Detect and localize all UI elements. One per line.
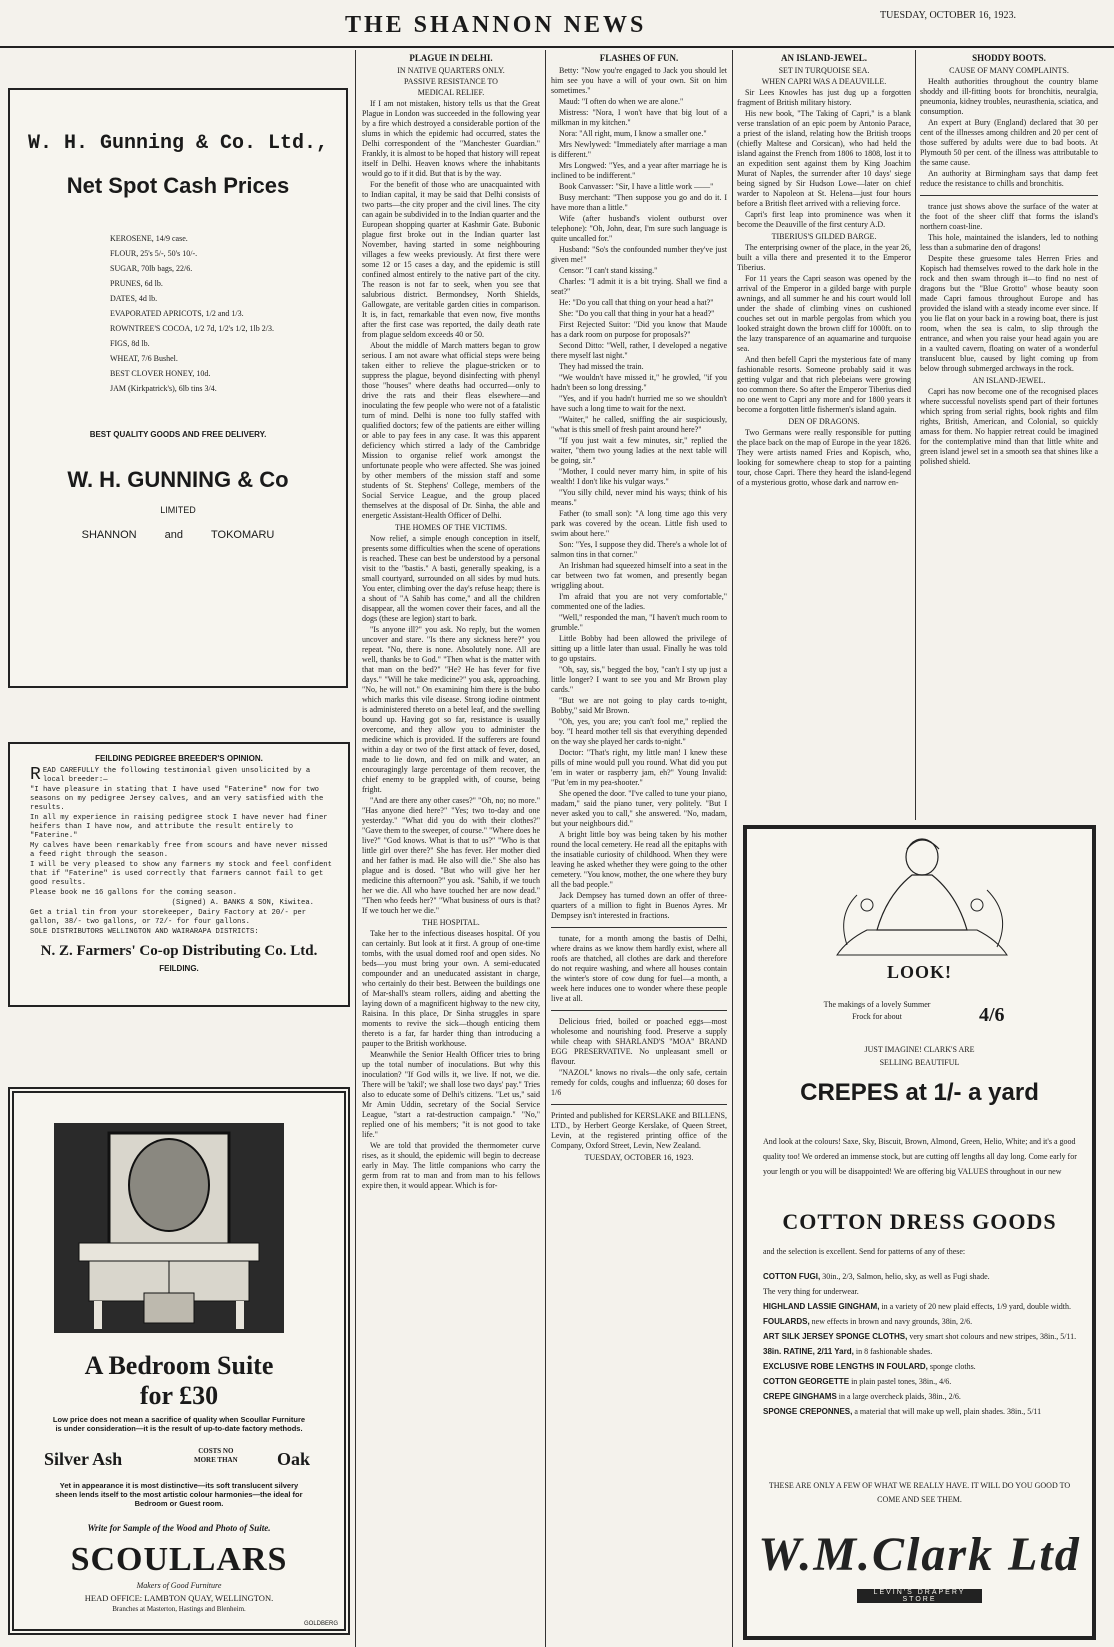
section-heading: THE HOSPITAL. [422,918,480,927]
fabric-name: ART SILK JERSEY SPONGE CLOTHS, [763,1332,908,1341]
head-office: HEAD OFFICE: LAMBTON QUAY, WELLINGTON. [84,1593,274,1603]
frock-price: 4/6 [979,1004,1005,1026]
joke-paragraph: Wife (after husband's violent outburst over telephone): "Oh, John, dear, I'm sure such language is quite uncalled for." [551,214,727,243]
price-item: FLOUR, 25's 5/-, 50's 10/-. [110,249,198,258]
costs-label [194,1447,238,1465]
paragraph: Sir Lees Knowles has just dug up a forgotten fragment of British military history. [737,88,911,107]
town: TOKOMARU [211,529,275,541]
price-item: PRUNES, 6d lb. [110,279,163,288]
fabric-item [763,1284,1078,1299]
fabric-item [763,1269,1078,1284]
section-heading: TIBERIUS'S GILDED BARGE. [771,232,877,241]
article-heading: PLAGUE IN DELHI. [409,53,493,63]
paragraph: We are told that provided the thermometer curve rises, as it should, the epidemic will begin to decrease early in May. The little companions who carry the germ from rat to man and from man to his fellows expire then, it would appear. Which is for- [362,1141,540,1190]
fabric-name: CREPE GINGHAMS [763,1392,837,1401]
paragraph: Health authorities throughout the country blame shoddy and ill-fitting boots for bronchitis, neuralgia, pneumonia, kidney troubles, neurasthenia, sciatica, and consumption. [920,77,1098,116]
joke-paragraph: Censor: "I can't stand kissing." [559,266,658,275]
fabric-name: 38in. RATINE, 2/11 Yard, [763,1347,854,1356]
imagine-line: JUST IMAGINE! CLARK'S ARE [864,1045,975,1054]
joke-paragraph: "But we are not going to play cards to-night, Bobby," said Mr Brown. [551,696,727,715]
fabric-detail: new effects in brown and navy grounds, 38in, 2/6. [809,1317,973,1326]
divider [551,1104,727,1105]
jokes-list [551,66,727,921]
paragraph: For the benefit of those who are unacquainted with to Indian capital, it may be said that Delhi consists of two parts—the city proper and the civil lines. The city can again be subdivided in to the Indian quarter and the European shopping quarter at Kashmir Gate. Bubonic plague first broke out in the Indian quarter last November, having started in some neighbouring villages a few weeks previously. At first there were some 12 or 15 cases a day, and the epidemic is still confined almost entirely to the native part of the city. The reason is not far to seek, when you see that salubrious district. Bermondsey, North Shields, Gallowgate, are veritable garden cities in comparison. It is, in fact, remarkable that even now, five months after the first case was reported, the daily death rate from plague seldom exceeds 40 or 50. [362,180,540,339]
testimonial-line: Please book me 16 gallons for the coming season. [30,889,238,897]
paragraph: Meanwhile the Senior Health Officer tries to bring up the total number of inoculations. But why this inoculation? "If God wills it, we live. If not, we die. There will be 'takil'; we shall lose two days' pay." Tries also to educate some of Delhi's citizens. "Let us," said Mr Amin Uddin, secretary of the Social Service League, "start a rat-destruction campaign." "No," replied one of his members; "it is not good to take life." [362,1050,540,1139]
crepes-headline: CREPES at 1/- a yard [800,1079,1039,1106]
article-subheading: MEDICAL RELIEF. [417,88,485,97]
joke-paragraph: Mistress: "Nora, I won't have that big lout of a milkman in my kitchen." [551,108,727,127]
paragraph: This hole, maintained the islanders, led to nothing less than a submarine den of dragons! [920,233,1098,252]
ad-title: W. H. Gunning & Co. Ltd., [27,132,329,155]
paragraph: "Is anyone ill?" you ask. No reply, but the women uncover and stare. "Is there any sickness here?" you repeat. "No, there is none. Absolutely none. All are well, thanks be to God." "Then what is the matter with that man on the bed?" "He? He has fever for five days." "Will he take medicine?" you ask, approaching. "No, he will not." On examining him there is the bubo which marks this vile disease. Strong iodine ointment is administered thereto on a betel leaf, and the swelling bound up. Having got so far, resistance is usually overcome, and they allow you to administer the medicine which is provided. If the sufferers are found within a day or two of the first attack of fever, dosed, made to lie down, and fed on milk and water, an encouragingly large percentage of them recover, the chief enemy to be grappled with, of course, being fright. [362,625,540,794]
joke-paragraph: A bright little boy was being taken by his mother round the local cemetery. He read all the epitaphs with the insatiable curiosity of childhood. When they were leaving he asked whether they were going to the other cemetery. "You know, mother, the one where they bury all the bad people." [551,830,727,889]
price-item: EVAPORATED APRICOTS, 1/2 and 1/3. [110,309,244,318]
firm-limited: LIMITED [160,505,196,515]
firm-towns [10,529,346,541]
paragraph: Capri's first leap into prominence was when it become the Deauville of the first century A.D. [737,210,911,229]
joke-paragraph: "Well," responded the man, "I haven't much room to grumble." [551,613,727,632]
paragraph: About the middle of March matters began to grow serious. I am not aware what official steps were being taken either to relieve the plague-stricken or to suppress the plague, beyond disinfecting with phenyl those "houses" where deaths had occurred—only to drive the rats and their fleas elsewhere—and inoculating the few people who were not of a fatalistic turn of mind. Delhi is none too fully staffed with qualified doctors; few of the patients are either willing or able to pay fees in any case. It was this apparent deficiency which stirred a lady of the Cambridge Mission to organise relief work amongst the unfortunate people who were affected. She was joined by other members of the mission staff and some students of St. Stephens' College, members of the Social Service League, and the group placed themselves at the disposal of Dr. Sinha, the able and energetic Assistant-Health Officer of Delhi. [362,341,540,520]
fabric-detail: a material that will make up well, plain shades. 38in., 5/11 [852,1407,1042,1416]
headline-line: for £30 [139,1381,219,1410]
imagine-line: SELLING BEAUTIFUL [879,1058,960,1067]
paragraph: Despite these gruesome tales Herren Fries and Kopisch had themselves rowed to the dark hole in the rock and then swam through it—to find no nest of dragons but the "Blue Grotto" whose beauty soon made Capri famous throughout Europe and has provided the island with a steady income ever since. If you lie flat on your back in a rowing boat, there is just room, when the sea is calm, to slip through the entrance, and when you raise your head again you are in a vaulted cavern, floating on water of a wonderful translucent blue, caused by light coming up from below through submerged archways in the rock. [920,254,1098,373]
article-subheading: PASSIVE RESISTANCE TO [404,77,498,86]
testimonial-signature: (Signed) A. BANKS & SON, Kiwitea. [171,899,314,907]
look-headline: LOOK! [886,962,952,982]
frock-line: The makings of a lovely Summer [823,1000,931,1009]
testimonial-line: EAD CAREFULLY the following testimonial given unsolicited by a local breeder:— [42,767,311,784]
section-heading: AN ISLAND-JEWEL. [972,376,1046,385]
scoullars-advertisement [8,1087,350,1635]
firm-name: W. H. GUNNING & Co [67,467,289,492]
advert-paragraph: Delicious fried, boiled or poached eggs—most wholesome and nourishing food. Preserve a supply while cheap with SHARLAND'S "MOA" BRAND EGG PRESERVATIVE. No unpleasant smell or flavour. [551,1017,727,1066]
paragraph: Capri has now become one of the recognised places where successful novelists spend part of their fortunes which spring from serial rights, book rights and film rights, British, American, and Colonial, so quickly amass for them. No happier retreat could be imagined for the contemplative mind than that little white and green island jewel set in a smooth sea that shines like a polished shield. [920,387,1098,466]
farmers-co-op-advertisement [8,742,350,1007]
fabric-name: EXCLUSIVE ROBE LENGTHS IN FOULARD, [763,1362,928,1371]
joke-paragraph: He: "Do you call that thing on your head a hat?" [559,298,714,307]
fabric-item [763,1359,1078,1374]
joke-paragraph: Maud: "I often do when we are alone." [559,97,684,106]
imprint-date: TUESDAY, OCTOBER 16, 1923. [584,1153,694,1162]
fabric-name: SPONGE CREPONNES, [763,1407,853,1416]
price-item: FIGS, 8d lb. [110,339,150,348]
fabric-detail: in plain pastel tones, 38in., 4/6. [849,1377,952,1386]
joke-paragraph: Busy merchant: "Then suppose you go and do it. I have more than a little." [551,193,727,212]
imprint: Printed and published for KERSLAKE and BILLENS, LTD., by Herbert George Kerslake, of Queen Street, Levin, at the registered printing office of the Company, Oxford Street, Levin, New Zealand. [551,1111,727,1150]
headline-line: A Bedroom Suite [84,1351,274,1380]
cotton-headline: COTTON DRESS GOODS [782,1209,1057,1234]
closing-text: THESE ARE ONLY A FEW OF WHAT WE REALLY HAVE. IT WILL DO YOU GOOD TO COME AND SEE THEM. [768,1481,1071,1504]
paragraph: An expert at Bury (England) declared that 30 per cent of the illnesses among children and 20 per cent of those suffered by adults were due to bad boots. At Plymouth 50 per cent. of the illness was attributable to the same cause. [920,118,1098,167]
company-town: FEILDING. [159,964,199,973]
testimonial-line: "I have pleasure in stating that I have used "Faterine" now for two seasons on my pedigree Jersey calves, and am very satisfied with the results. [30,786,324,812]
article-subheading: SET IN TURQUOISE SEA. [778,66,870,75]
fabric-detail: sponge cloths. [927,1362,976,1371]
joke-paragraph: First Rejected Suitor: "Did you know that Maude has a dark room on purpose for proposals?" [551,320,727,339]
shoddy-boots-article [920,50,1098,820]
testimonial-body [10,763,348,937]
joke-paragraph: "Oh, yes, you are; you can't fool me," replied the boy. "I heard mother tell sis that everything depended on the way she played her cards to-night." [551,717,727,746]
article-heading: AN ISLAND-JEWEL. [780,53,867,63]
column-rule [915,50,916,820]
brand-name: SCOULLARS [70,1541,288,1578]
joke-paragraph: "You silly child, never mind his ways; think of his means." [551,488,727,507]
fabric-item [763,1344,1078,1359]
fabric-list [763,1269,1078,1419]
fabric-name: COTTON GEORGETTE [763,1377,850,1386]
capri-article [737,50,911,670]
paragraph: For 11 years the Capri season was opened by the arrival of the Emperor in a gilded barge with purple awnings, and all summer he and his court would loll under the shade of climbing vines on cushioned couches set out in marble pergolas from which you looked straight down the brown cliff for 1000ft. on to the lazy transparence of an aquamarine and turquoise sea. [737,274,911,353]
paragraph: trance just shows above the surface of the water at the foot of the sheer cliff that forms the island's northern coast-line. [920,202,1098,231]
price-item: ROWNTREE'S COCOA, 1/2 7d, 1/2's 1/2, 1lb 2/3. [110,324,274,333]
town-and: and [164,529,183,541]
joke-paragraph: "Waiter," he called, sniffing the air suspiciously, "what is this smell of fresh paint around here?" [551,415,727,434]
fabric-detail: The very thing for underwear. [763,1287,859,1296]
divider [920,195,1098,196]
masthead [0,0,1114,48]
plague-article [362,50,540,1647]
testimonial-line: I will be very pleased to show any farmers my stock and feel confident that if "Faterine" is used correctly that farmers cannot fail to get good results. [30,861,332,887]
fabric-detail: very smart shot colours and new stripes, 38in., 5/11. [907,1332,1077,1341]
makers-tagline: Makers of Good Furniture [136,1581,222,1590]
section-heading: THE HOMES OF THE VICTIMS. [395,523,507,532]
frock-line: Frock for about [852,1012,902,1021]
testimonial-line: My calves have been remarkably free from scours and have never missed a feed right through the season. [30,842,328,859]
joke-paragraph: "Yes, and if you hadn't hurried me so we shouldn't have such a long time to wait for the next. [551,394,727,413]
fabric-item [763,1374,1078,1389]
price-item: SUGAR, 70lb bags, 22/6. [110,264,193,273]
low-price-text: Low price does not mean a sacrifice of quality when Scoullar Furniture is under consideration—it is the result of up-to-date factory methods. [52,1415,306,1433]
joke-paragraph: "We wouldn't have missed it," he growled, "if you hadn't been so long dressing." [551,373,727,392]
fabric-item [763,1299,1078,1314]
paragraph: The enterprising owner of the place, in the year 26, built a villa there and presented it to the Emperor Tiberius. [737,243,911,272]
joke-paragraph: Son: "Yes, I suppose they did. There's a whole lot of salmon tins in that corner." [551,540,727,559]
town: SHANNON [81,529,137,541]
joke-paragraph: "Oh, say, sis," begged the boy, "can't I sty up just a little longer? I want to see you and Mr Brown play cards." [551,665,727,694]
write-for-sample: Write for Sample of the Wood and Photo of Suite. [87,1523,271,1533]
company-name: N. Z. Farmers' Co-op Distributing Co. Ltd. [40,943,318,959]
paragraph: Take her to the infectious diseases hospital. Of you can certainly. But look at it first. A group of one-time tombs, with the usual domed roof and open sides. No beds—you must bring your own. A semi-educated compounder and an uneducated assistant in charge, who certainly do their best. Between the buildings one of Mar-shall's steam rollers, aiding and abetting the laying down of a magnificent highway to the new city, Raisina. In this place, Dr Sinha struggles in spare moments to revive the sick—though enticing them thereto is a far, far harder thing than introducing a pauper to the British workhouse. [362,929,540,1048]
paragraph: If I am not mistaken, history tells us that the Great Plague in London was succeeded in the following year by a fire which destroyed a considerable portion of the slums in which the epidemic had occurred, states the Delhi correspondent of the "Manchester Guardian." Frankly, it is almost to be hoped that history will repeat itself in Delhi. Heaven knows where the inhabitants would go to if it did. But that is by the way. [362,99,540,178]
frock-text [787,999,967,1023]
intro-text: And look at the colours! Saxe, Sky, Biscuit, Brown, Almond, Green, Helio, White; and it's a good quality too! We ordered an immense stock, but are cutting off lengths all day long. Come early for your length or you will be disappointed! We are offering big VALUES throughout in our new [763,1137,1077,1176]
fabric-item [763,1329,1078,1344]
joke-paragraph: Father (to small son): "A long time ago this very park was covered by the ocean. Little fish used to swim about here." [551,509,727,538]
column-rule [355,50,356,1647]
oak-label: Oak [277,1449,311,1469]
testimonial-line: In all my experience in raising pedigree stock I have never had finer heifers than I have now, and attribute the result entirely to "Faterine." [30,814,328,840]
joke-paragraph: Nora: "All right, mum, I know a smaller one." [559,129,707,138]
fabric-name: COTTON FUGI, [763,1272,821,1281]
appearance-text: Yet in appearance it is most distinctive—its soft translucent silvery sheen lends itself to the most artistic colour harmonies—the ideal for Bedroom or Guest room. [55,1481,303,1508]
joke-paragraph: Second Ditto: "Well, rather, I developed a negative there myself last night." [551,341,727,360]
divider [551,927,727,928]
price-list [110,231,346,396]
article-subheading: CAUSE OF MANY COMPLAINTS. [949,66,1069,75]
column-rule [545,50,546,1647]
fabric-detail: 30in., 2/3, Salmon, helio, sky, as well as Fugi shade. [820,1272,990,1281]
drop-cap: R [30,765,41,785]
fabric-name: HIGHLAND LASSIE GINGHAM, [763,1302,880,1311]
paragraph: And then befell Capri the mysterious fate of many fashionable resorts. Someone probably said it was getting vulgar and that rich plebeians were growing too common there. So after the Emperor Tiberius died no one went to Capri any more and for 1800 years it become a forgotten little fishermen's island again. [737,355,911,414]
joke-paragraph: "Mother, I could never marry him, in spite of his wealth! I don't like his vulgar ways." [551,467,727,486]
joke-paragraph: Mrs Longwed: "Yes, and a year after marriage he is inclined to be indifferent." [551,161,727,180]
newspaper-title: THE SHANNON NEWS [345,12,647,38]
joke-paragraph: Doctor: "That's right, my little man! I knew these pills of mine would pull you round. What did you put 'em in water or raspberry jam, eh?" Young Invalid: "Put 'em in my pea-shooter." [551,748,727,787]
paragraph: Now relief, a simple enough conception in itself, presents some difficulties when the scene of operations is reached. These can best be understood by a personal visit to the "bastis." A basti, generally speaking, is a small courtyard, surrounded on all sides by mud huts. You enter, climbing over the day's refuse heap; there is a shout of "A Sahib has come," and all the children disappear, all the women cover their faces, and all the dogs (these are legion) start to bark. [362,534,540,623]
paragraph: tunate, for a month among the bastis of Delhi, where drains as we know them hardly exist, where all roofs are thatched, all clothes are dark and therefore do not require washing, and where all houses contain the winter's store of cow dung for fuel—a month, a week here induces one to wonder where these people live at all. [551,934,727,1003]
joke-paragraph: "If you just wait a few minutes, sir," replied the waiter, "them two young ladies at the next table will be going, sir." [551,436,727,465]
lady-sewing-illustration [827,835,1017,960]
distributors: SOLE DISTRIBUTORS WELLINGTON AND WAIRARAPA DISTRICTS: [30,928,259,936]
article-subheading: IN NATIVE QUARTERS ONLY. [397,66,505,75]
price-item: KEROSENE, 14/9 case. [110,234,188,243]
costs-line: MORE THAN [194,1456,238,1464]
article-subheading: WHEN CAPRI WAS A DEAUVILLE. [761,77,887,86]
joke-paragraph: An Irishman had squeezed himself into a seat in the car between two fat women, and presently began wriggling about. [551,561,727,590]
ad-subtitle: Net Spot Cash Prices [66,173,290,198]
joke-paragraph: She opened the door. "I've called to tune your piano, madam," said the piano tuner, very politely. "But I never asked you to call," she answered. "No, madam, but your neighbours did." [551,789,727,828]
paragraph: His new book, "The Taking of Capri," is a blank verse translation of an epic poem by Antonio Parace, a priest of the island, relating how the British troops (chiefly Maltese and Corsican), who had held the island against the French from 1806 to 1808, lost it to an expedition sent against them by King Joachim Murat of Naples, the surrender after 10 days' siege being signed by Sir Hudson Lowe—later on chief warder to Napoleon at St. Helena—just four hours before a British fleet arrived with a relieving force. [737,109,911,208]
flashes-of-fun-column [551,50,727,1647]
joke-paragraph: I'm afraid that you are not very comfortable," commented one of the ladies. [551,592,727,611]
clark-advertisement [743,825,1096,1640]
gunning-advertisement [8,88,348,688]
bedroom-suite-illustration [54,1123,284,1333]
price-item: BEST CLOVER HONEY, 10d. [110,369,211,378]
fabric-item [763,1389,1078,1404]
joke-paragraph: She: "Do you call that thing in your hat a head?" [559,309,715,318]
price-item: DATES, 4d lb. [110,294,158,303]
suite-headline [14,1351,344,1411]
fabric-detail: in 8 fashionable shades. [853,1347,933,1356]
fabric-detail: in a variety of 20 new plaid effects, 1/9 yard, double width. [879,1302,1072,1311]
joke-paragraph: Mrs Newlywed: "Immediately after marriage a man is different." [551,140,727,159]
price-item: WHEAT, 7/6 Bushel. [110,354,178,363]
article-heading: FLASHES OF FUN. [599,53,679,63]
joke-paragraph: They had missed the train. [559,362,644,371]
silver-ash-label: Silver Ash [44,1449,123,1469]
clark-logo-tagline: LEVIN'S DRAPERY STORE [857,1589,982,1603]
article-heading: SHODDY BOOTS. [972,53,1046,63]
fabric-detail: in a large overcheck plaids, 38in., 2/6. [836,1392,961,1401]
costs-line: COSTS NO [198,1447,234,1455]
imagine-text [747,1043,1092,1069]
joke-paragraph: Jack Dempsey has turned down an offer of three-quarters of a million to fight in Buenos Ayres. Mr Dempsey isn't interested in fractions. [551,891,727,920]
trial-offer: Get a trial tin from your storekeeper, Dairy Factory at 20/- per gallon, 38/- two gallons, or 72/- for four gallons. [30,909,307,926]
paragraph: Two Germans were really responsible for putting the place back on the map of Europe in the year 1826. They were artists named Fries and Kopisch, who, looking for somewhere cheap to stop for a painting tour, chose Capri. There they heard the island-legend of a mysterious grotto, whose dark and narrow en- [737,428,911,487]
engraver-credit: GOLDBERG [303,1621,338,1627]
joke-paragraph: Husband: "So's the confounded number they've just given me!" [551,245,727,264]
ad-tagline: BEST QUALITY GOODS AND FREE DELIVERY. [89,430,267,439]
fabric-name: FOULARDS, [763,1317,810,1326]
divider [551,1010,727,1011]
joke-paragraph: Betty: "Now you're engaged to Jack you should let him see you have a will of your own. Sit on him sometimes." [551,66,727,95]
advert-paragraph: "NAZOL" knows no rivals—the only safe, certain remedy for colds, coughs and influenza; 60 doses for 1/6 [551,1068,727,1097]
issue-date: TUESDAY, OCTOBER 16, 1923. [880,10,1016,21]
joke-paragraph: Little Bobby had been allowed the privilege of sitting up a little later than usual. Finally he was told to go upstairs. [551,634,727,663]
ad-heading: FEILDING PEDIGREE BREEDER'S OPINION. [95,754,263,763]
paragraph: An authority at Birmingham says that damp feet reduce the resistance to chills and bronchitis. [920,169,1098,188]
joke-paragraph: Book Canvasser: "Sir, I have a little work ——" [559,182,714,191]
column-rule [732,50,733,1647]
paragraph: "And are there any other cases?" "Oh, no; no more." "Has anyone died here?" "Yes; two to-day and one yesterday." "What did you do with their clothes?" "Gave them to the sweeper, of course." "Where does he live?" "God knows. What is that to us?" "Who is that little girl over there?" She has fever. Her mother died and her father is mad. He also will die." She also has plague and is dosed. "But who will give her her medicine this afternoon?" you ask. "Sahib, if we touch her we die. All who have touched her are now dead." "Then who feeds her?" "What business of ours is that? If we touch her we die." [362,796,540,915]
fabric-item [763,1404,1078,1419]
clark-logo: W.M.Clark Ltd [758,1528,1081,1581]
section-heading: DEN OF DRAGONS. [788,417,860,426]
joke-paragraph: Charles: "I admit it is a bit trying. Shall we find a seat?" [551,277,727,296]
fabric-item [763,1314,1078,1329]
branches: Branches at Masterton, Hastings and Blenheim. [112,1605,246,1613]
select-text: and the selection is excellent. Send for patterns of any of these: [763,1247,966,1256]
price-item: JAM (Kirkpatrick's), 6lb tins 3/4. [110,384,217,393]
